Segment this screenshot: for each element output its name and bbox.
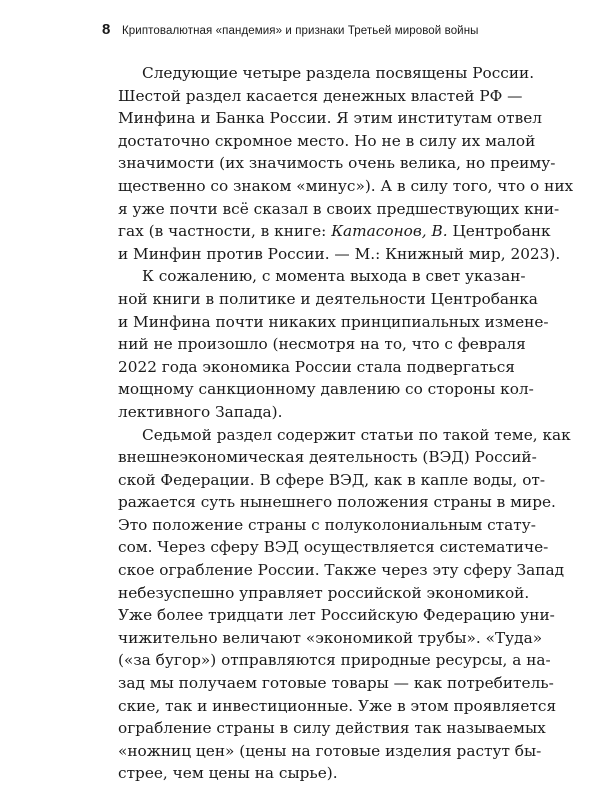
text-line: ской Федерации. В сфере ВЭД, как в капле воды, от-	[118, 469, 510, 492]
text-line: стрее, чем цены на сырье).	[118, 762, 510, 785]
text-line: ний не произошло (несмотря на то, что с февраля	[118, 333, 510, 356]
text-line-citation	[118, 220, 510, 243]
paragraph-2	[118, 265, 510, 423]
text-line: «ножниц цен» (цены на готовые изделия растут бы-	[118, 740, 510, 763]
text-line: Следующие четыре раздела посвящены России.	[118, 62, 510, 85]
text-line: ские, так и инвестиционные. Уже в этом проявляется	[118, 695, 510, 718]
text-line: К сожалению, с момента выхода в свет указан-	[118, 265, 510, 288]
text-line: ражается суть нынешнего положения страны в мире.	[118, 491, 510, 514]
text-line: лективного Запада).	[118, 401, 510, 424]
text-line: чижительно величают «экономикой трубы». «Туда»	[118, 627, 510, 650]
text-line: 2022 года экономика России стала подвергаться	[118, 356, 510, 379]
text-line: небезуспешно управляет российской экономикой.	[118, 582, 510, 605]
running-title: Криптовалютная «пандемия» и признаки Третьей мировой войны	[122, 25, 479, 37]
text-line: достаточно скромное место. Но не в силу их малой	[118, 130, 510, 153]
text-line: зад мы получаем готовые товары — как потребитель-	[118, 672, 510, 695]
text-line: ское ограбление России. Также через эту сферу Запад	[118, 559, 510, 582]
citation-title: Центробанк	[448, 222, 551, 240]
paragraph-3	[118, 424, 510, 785]
text-line: мощному санкционному давлению со стороны кол-	[118, 378, 510, 401]
text-line: («за бугор») отправляются природные ресурсы, а на-	[118, 649, 510, 672]
text-line: Это положение страны с полуколониальным стату-	[118, 514, 510, 537]
text-line: ной книги в политике и деятельности Центробанка	[118, 288, 510, 311]
text-line: внешнеэкономическая деятельность (ВЭД) Россий-	[118, 446, 510, 469]
text-line: Седьмой раздел содержит статьи по такой теме, как	[118, 424, 510, 447]
paragraph-1	[118, 62, 510, 265]
text-line: Шестой раздел касается денежных властей РФ —	[118, 85, 510, 108]
page-number: 8	[102, 21, 122, 38]
text-line: сом. Через сферу ВЭД осуществляется систематиче-	[118, 536, 510, 559]
running-header	[102, 21, 562, 45]
text-line: ограбление страны в силу действия так называемых	[118, 717, 510, 740]
citation-lead: гах (в частности, в книге:	[118, 222, 331, 240]
text-line: Уже более тридцати лет Российскую Федерацию уни-	[118, 604, 510, 627]
citation-author: Катасонов, В.	[331, 222, 447, 240]
text-line: щественно со знаком «минус»). А в силу того, что о них	[118, 175, 510, 198]
text-line: Минфина и Банка России. Я этим институтам отвел	[118, 107, 510, 130]
text-line: и Минфин против России. — М.: Книжный мир, 2023).	[118, 243, 510, 266]
text-line: значимости (их значимость очень велика, но преиму-	[118, 152, 510, 175]
body-text	[118, 62, 510, 785]
text-line: я уже почти всё сказал в своих предшествующих кни-	[118, 198, 510, 221]
text-line: и Минфина почти никаких принципиальных измене-	[118, 311, 510, 334]
